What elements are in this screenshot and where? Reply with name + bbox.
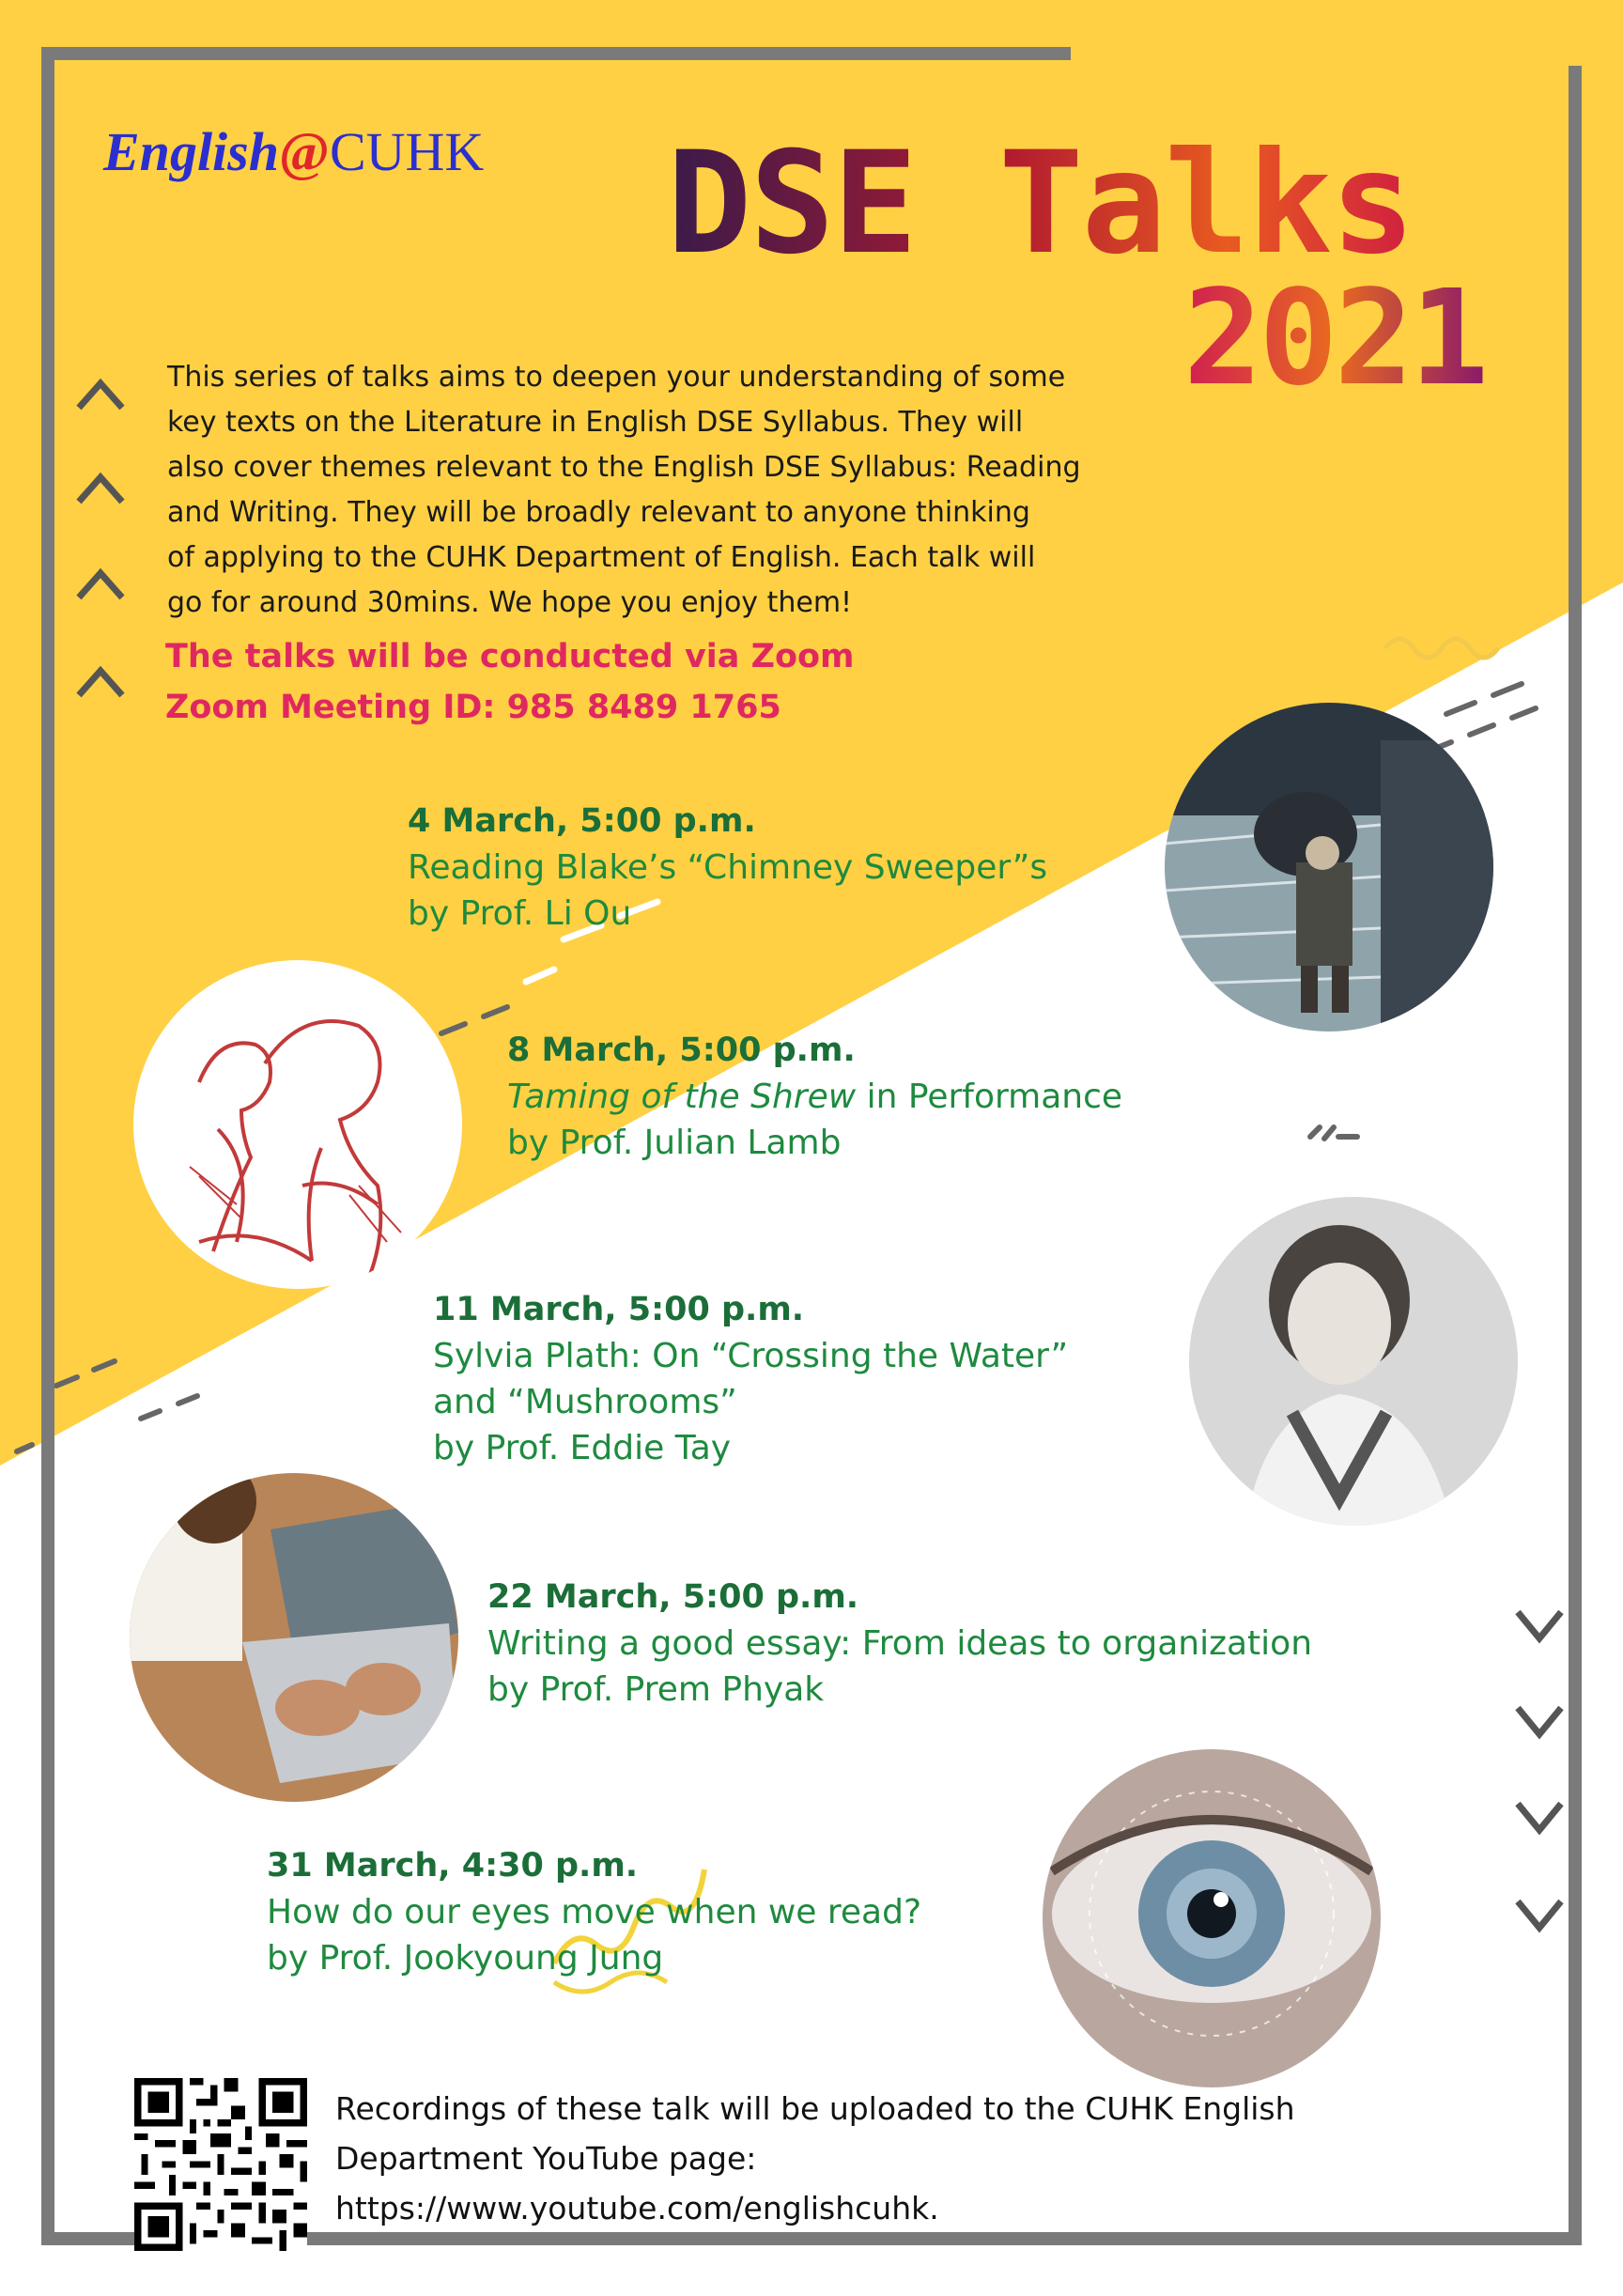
intro-text: This series of talks aims to deepen your understanding of some key texts on the Literature in English DSE Syllabus. They will also cover themes relevant to the English DSE Syllabus: Reading and Writing. They will be broadly relevant to anyone thinking of applying to the CUHK Department of English. Each talk will go for around 30mins. We hope you enjoy them! (167, 361, 1081, 619)
sylvia-plath-photo (1189, 1197, 1518, 1526)
chevron-up-icon (73, 470, 128, 507)
title-line2: 2021 (1183, 262, 1486, 411)
zoom-line: The talks will be conducted via Zoom (165, 638, 855, 675)
frame-gap (1071, 41, 1597, 66)
talk-title: Sylvia Plath: On “Crossing the Water” (433, 1337, 1069, 1375)
talk-date: 31 March, 4:30 p.m. (267, 1847, 639, 1885)
talk-item (507, 1028, 1122, 1166)
talk-title: How do our eyes move when we read? (267, 1893, 922, 1931)
qr-code (134, 2078, 307, 2251)
talk-date: 22 March, 5:00 p.m. (487, 1578, 859, 1616)
talk-title: Writing a good essay: From ideas to organization (487, 1624, 1313, 1663)
talk-title: Reading Blake’s “Chimney Sweeper”s (408, 848, 1048, 887)
talk-item (408, 799, 1047, 937)
talk-date: 4 March, 5:00 p.m. (408, 802, 756, 840)
laptop-typing-photo (130, 1473, 458, 1802)
recordings-note: Recordings of these talk will be uploaded to the CUHK English Department YouTube page: https://www.youtube.com/englishcuhk. (335, 2084, 1406, 2233)
chevron-down-icon (1512, 1702, 1567, 1740)
talk-item (267, 1843, 921, 1981)
talk-speaker: by Prof. Eddie Tay (433, 1429, 732, 1467)
talk-speaker: by Prof. Jookyoung Jung (267, 1939, 664, 1978)
zoom-meeting-id: Zoom Meeting ID: 985 8489 1765 (165, 689, 781, 726)
eye-closeup-photo (1043, 1749, 1381, 2087)
youtube-link[interactable]: https://www.youtube.com/englishcuhk. (335, 2190, 939, 2226)
chevron-down-icon (1512, 1798, 1567, 1836)
chevron-up-icon (73, 376, 128, 413)
chevron-up-icon (73, 566, 128, 603)
talk-speaker: by Prof. Prem Phyak (487, 1670, 825, 1709)
taming-of-the-shrew-illustration (133, 960, 462, 1289)
zoom-info (165, 631, 855, 733)
chimney-sweeper-illustration (1165, 703, 1493, 1032)
talk-speaker: by Prof. Li Ou (408, 894, 632, 933)
english-cuhk-logo: English@CUHK (103, 121, 485, 182)
talk-title: Taming of the Shrew in Performance (507, 1078, 1123, 1116)
talk-item (487, 1575, 1312, 1713)
talk-date: 8 March, 5:00 p.m. (507, 1032, 856, 1069)
chevron-up-icon (73, 663, 128, 701)
chevron-down-icon (1512, 1896, 1567, 1933)
talk-item (433, 1287, 1068, 1471)
talk-title-cont: and “Mushrooms” (433, 1383, 737, 1421)
title-line1: DSE Talks (667, 122, 1414, 286)
talk-date: 11 March, 5:00 p.m. (433, 1291, 805, 1328)
chevron-down-icon (1512, 1606, 1567, 1644)
talk-speaker: by Prof. Julian Lamb (507, 1124, 842, 1162)
